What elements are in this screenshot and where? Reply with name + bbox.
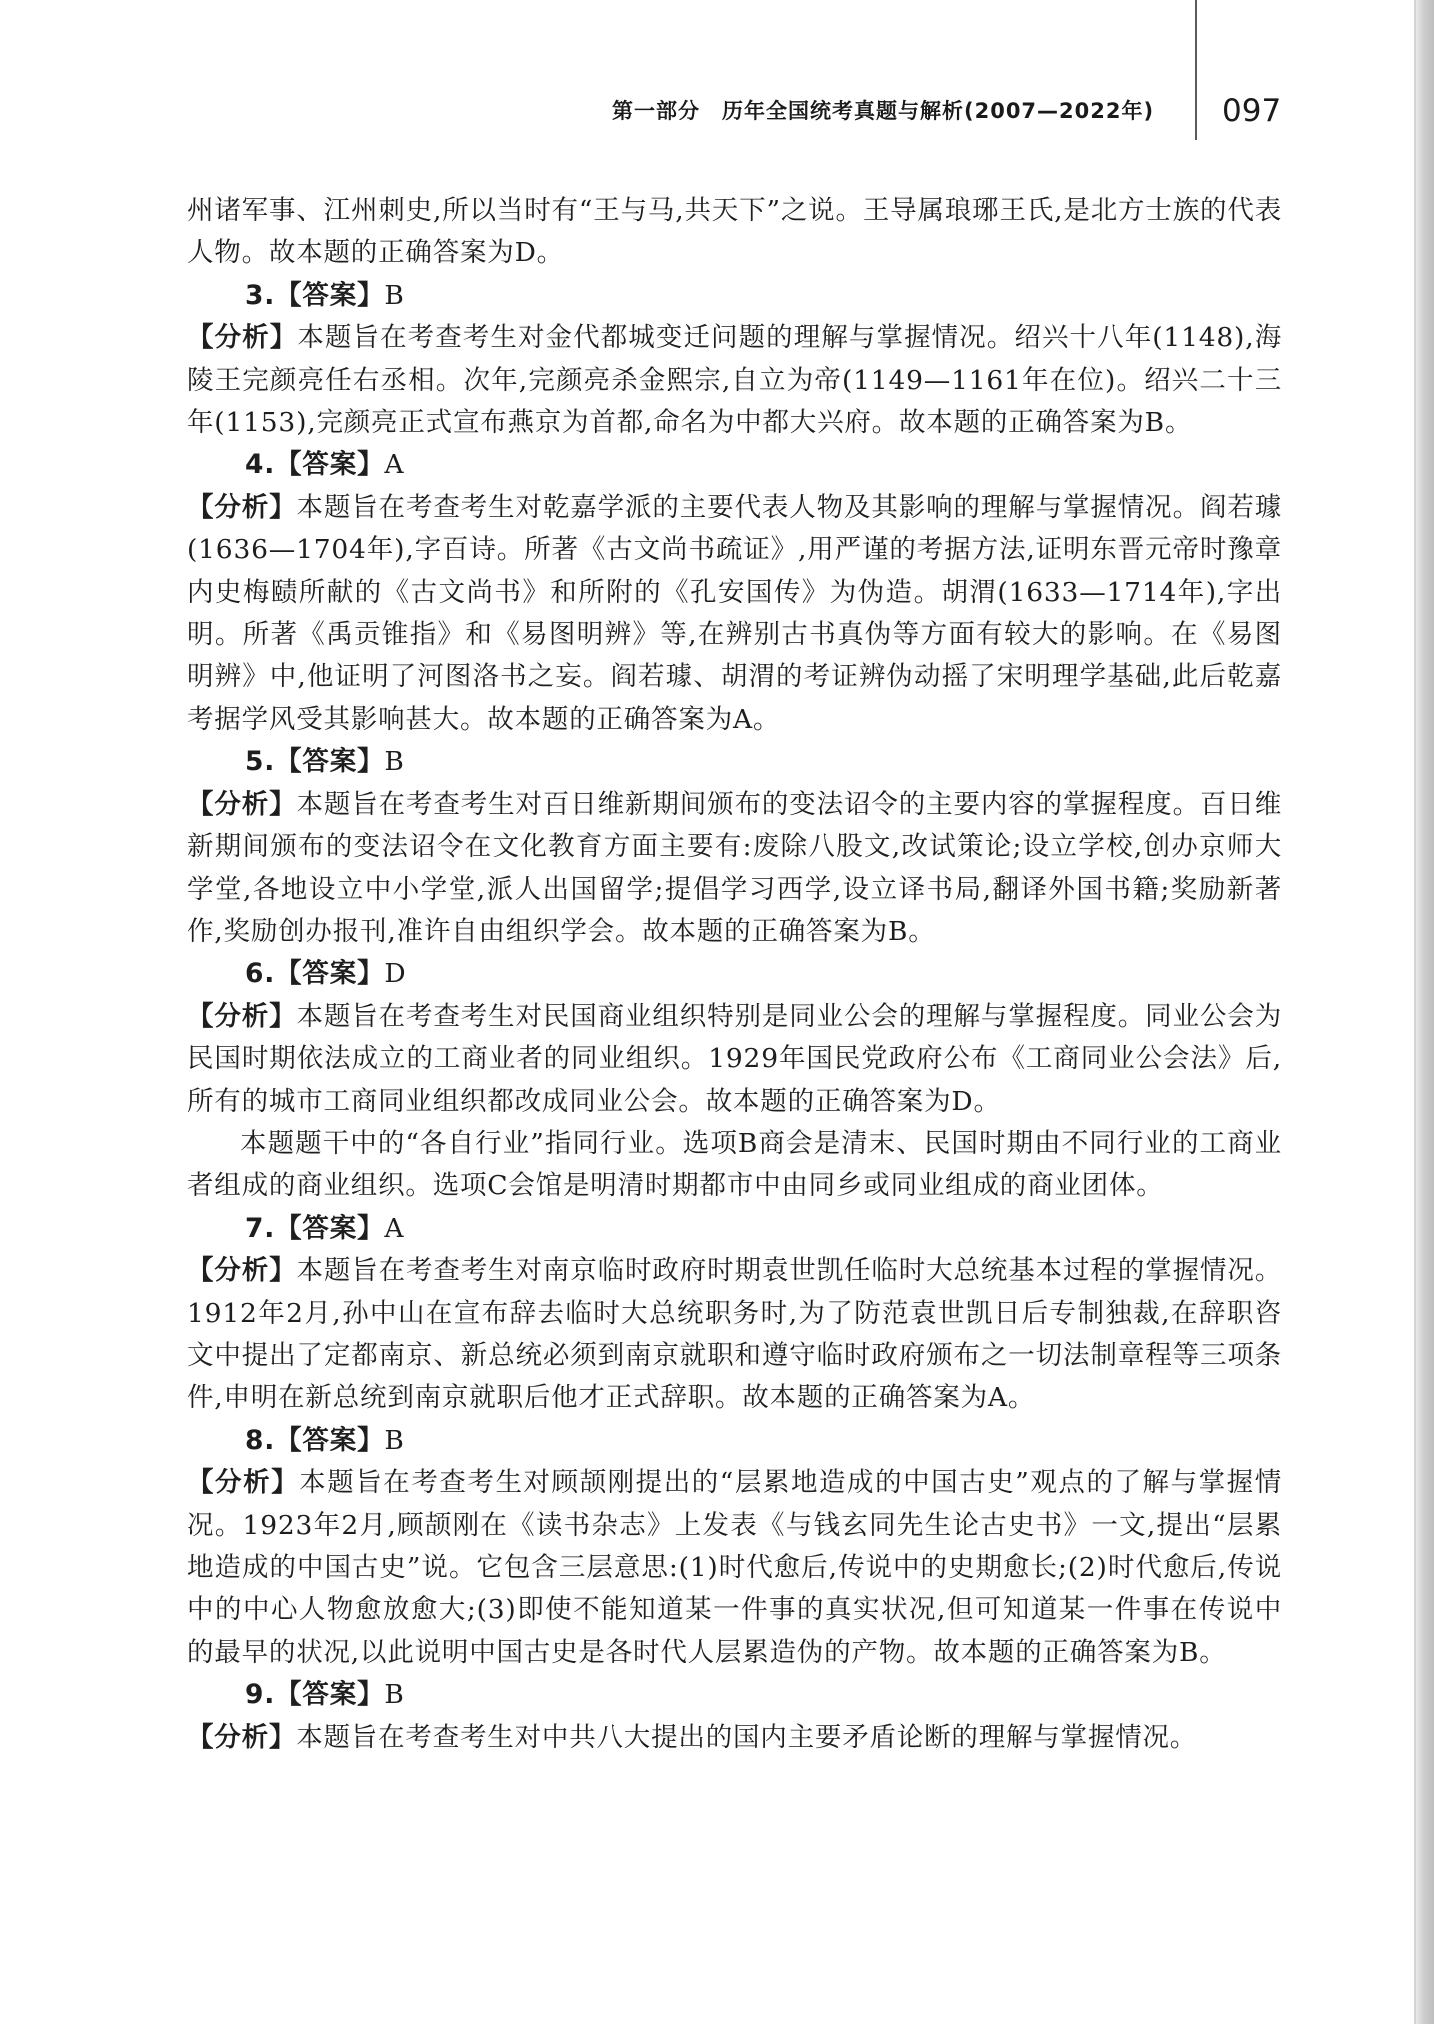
answer-value: D xyxy=(384,958,407,990)
analysis-paragraph xyxy=(187,1717,1282,1759)
analysis-text: 本题旨在考查考生对金代都城变迁问题的理解与掌握情况。绍兴十八年(1148),海陵王完颜亮任右丞相。次年,完颜亮杀金熙宗,自立为帝(1149—1161年在位)。绍兴二十三年(1153),完颜亮正式宣布燕京为首都,命名为中都大兴府。故本题的正确答案为B。 xyxy=(187,322,1282,439)
analysis-paragraph xyxy=(187,317,1282,444)
analysis-paragraph xyxy=(187,487,1282,741)
page-edge xyxy=(1416,0,1434,2024)
answer-line xyxy=(187,1420,1282,1462)
answer-tag: 8.【答案】 xyxy=(245,1424,385,1456)
answer-line xyxy=(187,275,1282,317)
header-divider xyxy=(1195,0,1197,140)
answer-value: B xyxy=(384,1424,405,1456)
answer-tag: 4.【答案】 xyxy=(245,449,385,481)
analysis-tag: 【分析】 xyxy=(187,491,297,523)
analysis-paragraph xyxy=(187,784,1282,954)
analysis-paragraph xyxy=(187,1250,1282,1420)
analysis-text: 本题旨在考查考生对民国商业组织特别是同业公会的理解与掌握程度。同业公会为民国时期依法成立的工商业者的同业组织。1929年国民党政府公布《工商同业公会法》后,所有的城市工商同业组织都改成同业公会。故本题的正确答案为D。 xyxy=(187,1000,1282,1117)
analysis-text: 本题旨在考查考生对百日维新期间颁布的变法诏令的主要内容的掌握程度。百日维新期间颁布的变法诏令在文化教育方面主要有:废除八股文,改试策论;设立学校,创办京师大学堂,各地设立中小学堂,派人出国留学;提倡学习西学,设立译书局,翻译外国书籍;奖励新著作,奖励创办报刊,准许自由组织学会。故本题的正确答案为B。 xyxy=(187,788,1282,947)
note-text: 本题题干中的“各自行业”指同行业。选项B商会是清末、民国时期由不同行业的工商业者组成的商业组织。选项C会馆是明清时期都市中由同乡或同业组成的商业团体。 xyxy=(187,1127,1282,1202)
paragraph-text: 州诸军事、江州刺史,所以当时有“王与马,共天下”之说。王导属琅琊王氏,是北方士族的代表人物。故本题的正确答案为D。 xyxy=(187,195,1282,269)
analysis-tag: 【分析】 xyxy=(187,1467,300,1499)
analysis-paragraph xyxy=(187,996,1282,1123)
answer-line xyxy=(187,1674,1282,1716)
analysis-text: 本题旨在考查考生对乾嘉学派的主要代表人物及其影响的理解与掌握情况。阎若璩(1636—1704年),字百诗。所著《古文尚书疏证》,用严谨的考据方法,证明东晋元帝时豫章内史梅赜所献的《古文尚书》和所附的《孔安国传》为伪造。胡渭(1633—1714年),字出明。所著《禹贡锥指》和《易图明辨》等,在辨别古书真伪等方面有较大的影响。在《易图明辨》中,他证明了河图洛书之妄。阎若璩、胡渭的考证辨伪动摇了宋明理学基础,此后乾嘉考据学风受其影响甚大。故本题的正确答案为A。 xyxy=(187,491,1282,735)
answer-tag: 3.【答案】 xyxy=(245,279,385,311)
answer-line xyxy=(187,741,1282,783)
answer-tag: 9.【答案】 xyxy=(245,1679,385,1711)
answer-value: B xyxy=(384,279,405,311)
note-paragraph xyxy=(187,1123,1282,1208)
analysis-tag: 【分析】 xyxy=(187,1255,297,1287)
analysis-tag: 【分析】 xyxy=(187,788,297,820)
running-header: 第一部分 历年全国统考真题与解析(2007—2022年) xyxy=(612,99,1155,123)
analysis-tag: 【分析】 xyxy=(187,1000,297,1032)
answer-tag: 5.【答案】 xyxy=(245,746,385,778)
paragraph xyxy=(187,190,1282,275)
answer-value: B xyxy=(384,1679,405,1711)
analysis-text: 本题旨在考查考生对顾颉刚提出的“层累地造成的中国古史”观点的了解与掌握情况。1923年2月,顾颉刚在《读书杂志》上发表《与钱玄同先生论古史书》一文,提出“层累地造成的中国古史”说。它包含三层意思:(1)时代愈后,传说中的史期愈长;(2)时代愈后,传说中的中心人物愈放愈大;(3)即使不能知道某一件事的真实状况,但可知道某一件事在传说中的最早的状况,以此说明中国古史是各时代人层累造伪的产物。故本题的正确答案为B。 xyxy=(187,1467,1282,1668)
answer-value: A xyxy=(384,449,405,481)
page-body xyxy=(187,190,1282,1759)
analysis-tag: 【分析】 xyxy=(187,1721,297,1753)
answer-value: A xyxy=(384,1212,405,1244)
answer-tag: 7.【答案】 xyxy=(245,1212,385,1244)
answer-value: B xyxy=(384,746,405,778)
answer-tag: 6.【答案】 xyxy=(245,958,385,990)
analysis-tag: 【分析】 xyxy=(187,322,298,354)
page-number: 097 xyxy=(1222,93,1282,129)
analysis-paragraph xyxy=(187,1462,1282,1674)
answer-line xyxy=(187,1208,1282,1250)
answer-line xyxy=(187,953,1282,995)
analysis-text: 本题旨在考查考生对南京临时政府时期袁世凯任临时大总统基本过程的掌握情况。1912年2月,孙中山在宣布辞去临时大总统职务时,为了防范袁世凯日后专制独裁,在辞职咨文中提出了定都南京、新总统必须到南京就职和遵守临时政府颁布之一切法制章程等三项条件,申明在新总统到南京就职后他才正式辞职。故本题的正确答案为A。 xyxy=(187,1255,1282,1414)
analysis-text: 本题旨在考查考生对中共八大提出的国内主要矛盾论断的理解与掌握情况。 xyxy=(296,1721,1198,1753)
answer-line xyxy=(187,444,1282,486)
